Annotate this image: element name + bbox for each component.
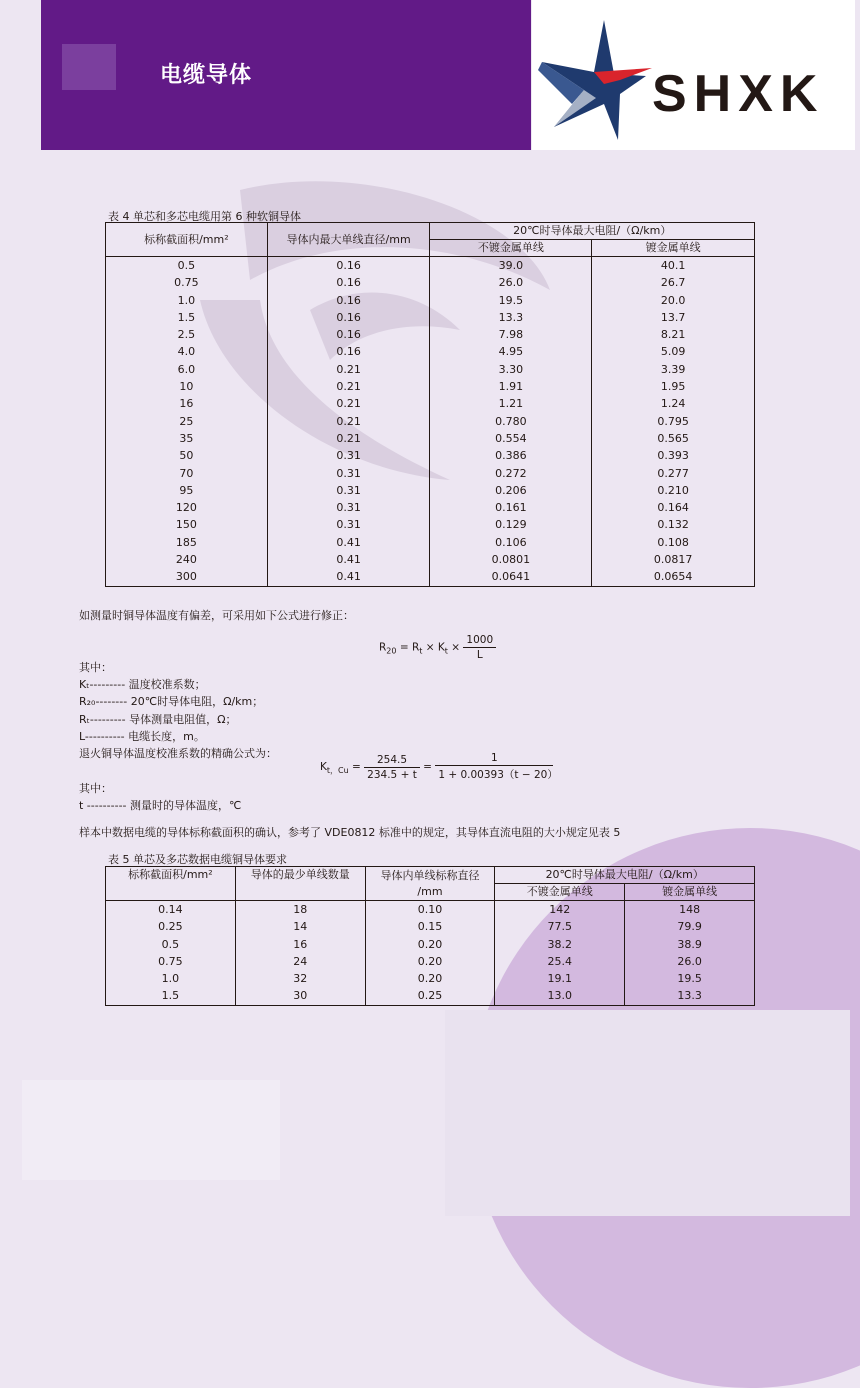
cell-plain-resistance: 13.3 <box>430 309 592 326</box>
cell-diameter: 0.31 <box>267 465 430 482</box>
cell-wire-count: 24 <box>235 953 365 970</box>
logo-text: SHXK <box>652 65 825 123</box>
table-row <box>106 413 755 430</box>
table4-col-resistance: 20℃时导体最大电阻/（Ω/km） <box>430 223 755 240</box>
cell-diameter: 0.31 <box>267 447 430 464</box>
table5-col-diameter-line2: /mm <box>417 884 443 898</box>
cell-plated-resistance: 0.795 <box>592 413 755 430</box>
cell-plated-resistance: 1.95 <box>592 378 755 395</box>
formula-lhs: R <box>379 641 387 654</box>
table-row <box>106 430 755 447</box>
cell-diameter: 0.16 <box>267 326 430 343</box>
table-row <box>106 953 755 970</box>
table-row <box>106 918 755 935</box>
cell-area: 35 <box>106 430 268 447</box>
company-logo <box>532 0 855 150</box>
cell-wire-count: 18 <box>235 901 365 919</box>
cell-plain-resistance: 26.0 <box>430 274 592 291</box>
cell-plated-resistance: 20.0 <box>592 292 755 309</box>
cell-diameter: 0.21 <box>267 378 430 395</box>
table-row <box>106 465 755 482</box>
formula2-denominator-2: 1 + 0.00393（t − 20） <box>435 765 553 782</box>
cell-plated-resistance: 79.9 <box>625 918 755 935</box>
cell-area: 1.0 <box>106 292 268 309</box>
cell-diameter: 0.21 <box>267 361 430 378</box>
cell-area: 1.5 <box>106 987 236 1005</box>
cell-area: 300 <box>106 568 268 586</box>
cell-plated-resistance: 0.108 <box>592 534 755 551</box>
intro-text: 如测量时铜导体温度有偏差，可采用如下公式进行修正： <box>79 609 354 622</box>
table-row <box>106 257 755 275</box>
cell-wire-count: 30 <box>235 987 365 1005</box>
cell-diameter: 0.41 <box>267 534 430 551</box>
cell-plain-resistance: 1.91 <box>430 378 592 395</box>
cell-plain-resistance: 13.0 <box>495 987 625 1005</box>
formula2-numerator-1: 254.5 <box>376 753 408 766</box>
cell-plated-resistance: 19.5 <box>625 970 755 987</box>
cell-area: 185 <box>106 534 268 551</box>
cell-area: 1.5 <box>106 309 268 326</box>
cell-diameter: 0.16 <box>267 292 430 309</box>
formula2-lhs-sub: t，Cu <box>326 766 349 776</box>
definition-rt: Rₜ--------- 导体测量电阻值，Ω； <box>79 713 237 726</box>
table5-col-plain: 不镀金属单线 <box>495 884 625 901</box>
formula-times: × <box>422 641 438 654</box>
table-row <box>106 292 755 309</box>
table-row <box>106 551 755 568</box>
cell-plated-resistance: 26.7 <box>592 274 755 291</box>
formula2-eq2: = <box>419 761 436 773</box>
cell-plated-resistance: 0.565 <box>592 430 755 447</box>
table-row <box>106 534 755 551</box>
cell-area: 120 <box>106 499 268 516</box>
cell-plain-resistance: 0.780 <box>430 413 592 430</box>
cell-diameter: 0.20 <box>365 936 495 953</box>
cell-plated-resistance: 0.210 <box>592 482 755 499</box>
table-row <box>106 326 755 343</box>
definition-r20: R₂₀-------- 20℃时导体电阻，Ω/km； <box>79 695 264 708</box>
cell-wire-count: 14 <box>235 918 365 935</box>
cell-area: 0.25 <box>106 918 236 935</box>
cell-plain-resistance: 142 <box>495 901 625 919</box>
table4-col-diameter: 导体内最大单线直径/mm <box>267 223 430 257</box>
formula-numerator: 1000 <box>466 634 494 646</box>
where-label-2: 其中： <box>79 782 112 795</box>
formula-denominator: L <box>463 647 496 661</box>
cell-diameter: 0.16 <box>267 343 430 360</box>
cell-plain-resistance: 7.98 <box>430 326 592 343</box>
page-title: 电缆导体 <box>160 63 253 88</box>
cell-area: 0.75 <box>106 953 236 970</box>
star-logo-icon <box>534 12 654 142</box>
cell-area: 70 <box>106 465 268 482</box>
cell-plated-resistance: 38.9 <box>625 936 755 953</box>
cell-plain-resistance: 0.106 <box>430 534 592 551</box>
cell-area: 2.5 <box>106 326 268 343</box>
formula2-fraction-1 <box>364 754 420 781</box>
formula2-eq: = <box>348 761 365 773</box>
cell-plated-resistance: 3.39 <box>592 361 755 378</box>
definition-kt: Kₜ--------- 温度校准系数； <box>79 678 206 691</box>
cell-area: 10 <box>106 378 268 395</box>
background-panel-small <box>22 1080 280 1180</box>
cell-diameter: 0.31 <box>267 482 430 499</box>
cell-plated-resistance: 40.1 <box>592 257 755 275</box>
cell-wire-count: 32 <box>235 970 365 987</box>
cell-plated-resistance: 0.0654 <box>592 568 755 586</box>
annealed-text: 退火铜导体温度校准系数的精确公式为： <box>79 747 277 760</box>
cell-plain-resistance: 39.0 <box>430 257 592 275</box>
table4-col-plain: 不镀金属单线 <box>430 240 592 257</box>
table5-col-area: 标称截面积/mm² <box>106 867 236 901</box>
formula-fraction <box>463 634 496 661</box>
table5-col-count: 导体的最少单线数量 <box>235 867 365 901</box>
cell-area: 16 <box>106 395 268 412</box>
table5-col-diameter-line1: 导体内单线标称直径 <box>380 868 480 882</box>
table-row <box>106 936 755 953</box>
table-row <box>106 274 755 291</box>
cell-diameter: 0.16 <box>267 274 430 291</box>
cell-plain-resistance: 0.386 <box>430 447 592 464</box>
cell-plain-resistance: 4.95 <box>430 343 592 360</box>
background-panel <box>445 1010 850 1216</box>
formula-lhs-sub: 20 <box>386 646 397 656</box>
table-row <box>106 343 755 360</box>
cell-plain-resistance: 19.1 <box>495 970 625 987</box>
table-row <box>106 970 755 987</box>
cell-diameter: 0.15 <box>365 918 495 935</box>
table5-col-resistance: 20℃时导体最大电阻/（Ω/km） <box>495 867 755 884</box>
formula-r20 <box>379 634 496 661</box>
cell-area: 0.5 <box>106 936 236 953</box>
table-row <box>106 482 755 499</box>
cell-plated-resistance: 0.0817 <box>592 551 755 568</box>
cell-diameter: 0.10 <box>365 901 495 919</box>
cell-area: 1.0 <box>106 970 236 987</box>
cell-plain-resistance: 0.206 <box>430 482 592 499</box>
cell-area: 4.0 <box>106 343 268 360</box>
table-row <box>106 901 755 919</box>
header-accent-square <box>62 44 116 90</box>
cell-diameter: 0.16 <box>267 257 430 275</box>
formula-eq: = <box>396 641 412 654</box>
cell-area: 240 <box>106 551 268 568</box>
table-row <box>106 309 755 326</box>
table-row <box>106 395 755 412</box>
cell-plain-resistance: 0.0641 <box>430 568 592 586</box>
cell-plain-resistance: 0.161 <box>430 499 592 516</box>
table4-caption: 表 4 单芯和多芯电缆用第 6 种软铜导体 <box>108 210 301 223</box>
table4-col-area: 标称截面积/mm² <box>106 223 268 257</box>
cell-plated-resistance: 1.24 <box>592 395 755 412</box>
table4-col-plated: 镀金属单线 <box>592 240 755 257</box>
cell-wire-count: 16 <box>235 936 365 953</box>
cell-plated-resistance: 8.21 <box>592 326 755 343</box>
cell-diameter: 0.31 <box>267 499 430 516</box>
cell-plain-resistance: 3.30 <box>430 361 592 378</box>
formula2-denominator-1: 234.5 + t <box>364 767 420 781</box>
cell-diameter: 0.31 <box>267 516 430 533</box>
cell-area: 150 <box>106 516 268 533</box>
table5-col-plated: 镀金属单线 <box>625 884 755 901</box>
table-row <box>106 568 755 586</box>
cell-plated-resistance: 0.164 <box>592 499 755 516</box>
cell-diameter: 0.21 <box>267 395 430 412</box>
formula-r-sub: t <box>419 646 423 656</box>
cell-plain-resistance: 0.554 <box>430 430 592 447</box>
table4 <box>105 222 755 587</box>
cell-plated-resistance: 0.132 <box>592 516 755 533</box>
cell-plated-resistance: 148 <box>625 901 755 919</box>
cell-plain-resistance: 1.21 <box>430 395 592 412</box>
table-row <box>106 516 755 533</box>
definition-t: t ---------- 测量时的导体温度，℃ <box>79 799 242 812</box>
cell-diameter: 0.20 <box>365 970 495 987</box>
table5-col-diameter <box>365 867 495 901</box>
cell-diameter: 0.41 <box>267 551 430 568</box>
formula-r: R <box>411 641 420 654</box>
cell-plated-resistance: 13.3 <box>625 987 755 1005</box>
cell-plain-resistance: 25.4 <box>495 953 625 970</box>
formula2-lhs: K <box>320 761 327 773</box>
cell-area: 95 <box>106 482 268 499</box>
table-row <box>106 987 755 1005</box>
table5 <box>105 866 755 1006</box>
formula-kt-cu <box>320 752 558 782</box>
cell-diameter: 0.25 <box>365 987 495 1005</box>
table-row <box>106 499 755 516</box>
cell-area: 25 <box>106 413 268 430</box>
definition-l: L---------- 电缆长度，m。 <box>79 730 205 743</box>
cell-area: 0.5 <box>106 257 268 275</box>
cell-area: 0.14 <box>106 901 236 919</box>
cell-plain-resistance: 0.0801 <box>430 551 592 568</box>
table-row <box>106 378 755 395</box>
cell-area: 0.75 <box>106 274 268 291</box>
cell-plain-resistance: 19.5 <box>430 292 592 309</box>
cell-plain-resistance: 0.129 <box>430 516 592 533</box>
cell-plain-resistance: 0.272 <box>430 465 592 482</box>
formula-k: K <box>437 641 445 654</box>
cell-diameter: 0.21 <box>267 413 430 430</box>
cell-plated-resistance: 26.0 <box>625 953 755 970</box>
table-row <box>106 361 755 378</box>
table5-header-row <box>106 867 755 884</box>
formula-times2: × <box>447 641 464 654</box>
note-text: 样本中数据电缆的导体标称截面积的确认，参考了 VDE0812 标准中的规定，其导体直流电阻的大小规定见表 5 <box>79 826 621 839</box>
cell-plated-resistance: 0.277 <box>592 465 755 482</box>
cell-diameter: 0.21 <box>267 430 430 447</box>
cell-plain-resistance: 38.2 <box>495 936 625 953</box>
table4-header-row <box>106 223 755 240</box>
cell-area: 6.0 <box>106 361 268 378</box>
where-label-1: 其中： <box>79 661 112 674</box>
cell-plated-resistance: 13.7 <box>592 309 755 326</box>
table5-caption: 表 5 单芯及多芯数据电缆铜导体要求 <box>108 853 287 866</box>
table-row <box>106 447 755 464</box>
formula2-fraction-2 <box>435 752 558 782</box>
cell-plated-resistance: 0.393 <box>592 447 755 464</box>
cell-diameter: 0.20 <box>365 953 495 970</box>
cell-diameter: 0.16 <box>267 309 430 326</box>
cell-area: 50 <box>106 447 268 464</box>
formula-k-sub: t <box>444 646 448 656</box>
cell-plated-resistance: 5.09 <box>592 343 755 360</box>
cell-diameter: 0.41 <box>267 568 430 586</box>
cell-plain-resistance: 77.5 <box>495 918 625 935</box>
formula2-numerator-2: 1 <box>490 752 498 764</box>
